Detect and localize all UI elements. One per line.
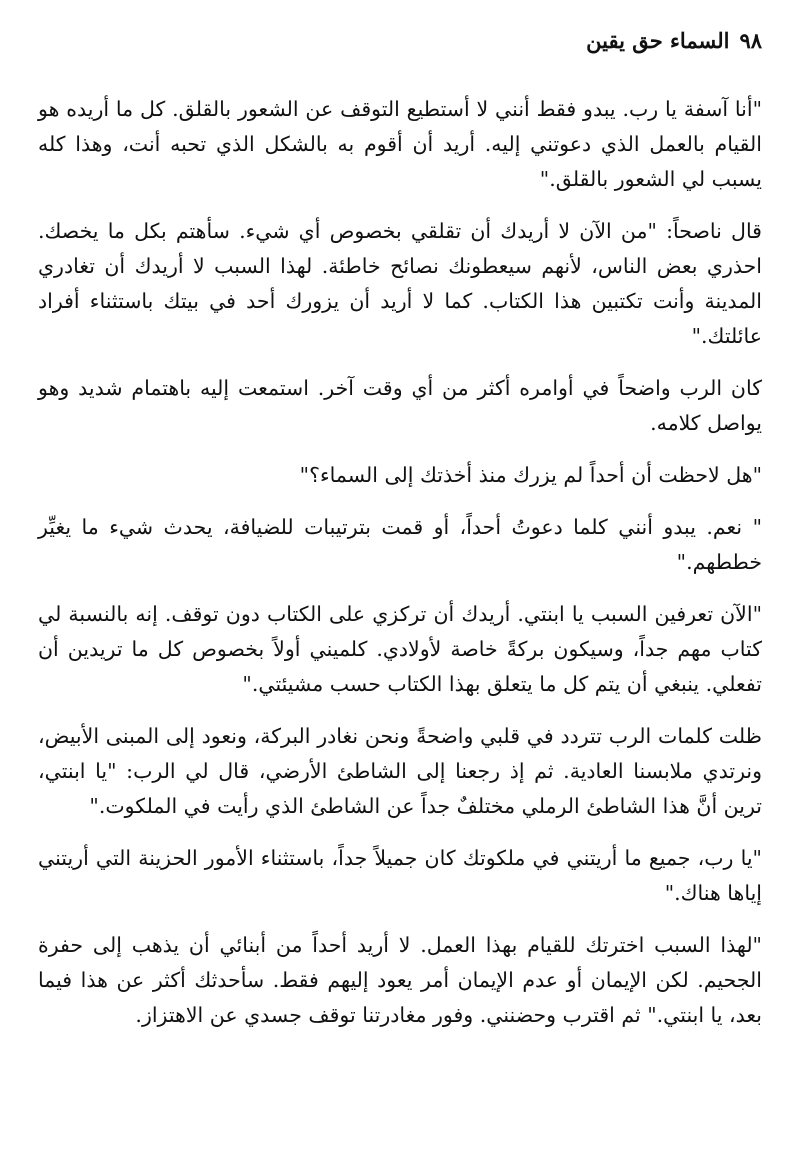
paragraph-2: قال ناصحاً: "من الآن لا أريدك أن تقلقي بخصوص أي شيء. سأهتم بكل ما يخصك. احذري بعض الناس، لأنهم سيعطونك نصائح خاطئة. لهذا السبب لا أريدك أن تغادري المدينة وأنت تكتبين هذا الكتاب. كما لا أريد أن يزورك أحد في بيتك باستثناء أفراد عائلتك." — [38, 219, 762, 348]
paragraph-8: "يا رب، جميع ما أريتني في ملكوتك كان جميلاً جداً، باستثناء الأمور الحزينة التي أريتني إياها هناك." — [38, 846, 762, 905]
book-page — [38, 28, 762, 1121]
paragraph-4: "هل لاحظت أن أحداً لم يزرك منذ أخذتك إلى السماء؟" — [299, 463, 762, 487]
paragraph-9: "لهذا السبب اخترتك للقيام بهذا العمل. لا أريد أحداً من أبنائي أن يذهب إلى حفرة الجحيم. لكن الإيمان أو عدم الإيمان أمر يعود إليهم فقط. سأحدثك أكثر عن هذا فيما بعد، يا ابنتي." ثم اقترب وحضنني. وفور مغادرتنا توقف جسدي عن الاهتزاز. — [38, 933, 762, 1027]
body-text — [38, 92, 762, 1033]
page-number: ٩٨ — [739, 28, 762, 53]
paragraph-3: كان الرب واضحاً في أوامره أكثر من أي وقت آخر. استمعت إليه باهتمام شديد وهو يواصل كلامه. — [38, 376, 762, 435]
paragraph-1: "أنا آسفة يا رب. يبدو فقط أنني لا أستطيع التوقف عن الشعور بالقلق. كل ما أريده هو القيام بالعمل الذي دعوتني إليه. أريد أن أقوم به بالشكل الذي تحبه أنت، وهذا كله يسبب لي الشعور بالقلق." — [38, 97, 762, 191]
running-head — [38, 28, 762, 68]
paragraph-5: " نعم. يبدو أنني كلما دعوتُ أحداً، أو قمت بترتيبات للضيافة، يحدث شيء ما يغيِّر خططهم." — [38, 515, 762, 574]
paragraph-6: "الآن تعرفين السبب يا ابنتي. أريدك أن تركزي على الكتاب دون توقف. إنه بالنسبة لي كتاب مهم جداً، وسيكون بركةً خاصة لأولادي. كلميني أولاً بخصوص كل ما تريدين أن تفعلي. ينبغي أن يتم كل ما يتعلق بهذا الكتاب حسب مشيئتي." — [38, 602, 762, 696]
paragraph-7: ظلت كلمات الرب تتردد في قلبي واضحةً ونحن نغادر البركة، ونعود إلى المبنى الأبيض، ونرتدي ملابسنا العادية. ثم إذ رجعنا إلى الشاطئ الأرضي، قال لي الرب: "يا ابنتي، ترين أنَّ هذا الشاطئ الرملي مختلفٌ جداً عن الشاطئ الذي رأيت في الملكوت." — [38, 724, 762, 818]
book-title: السماء حق يقين — [586, 28, 730, 53]
